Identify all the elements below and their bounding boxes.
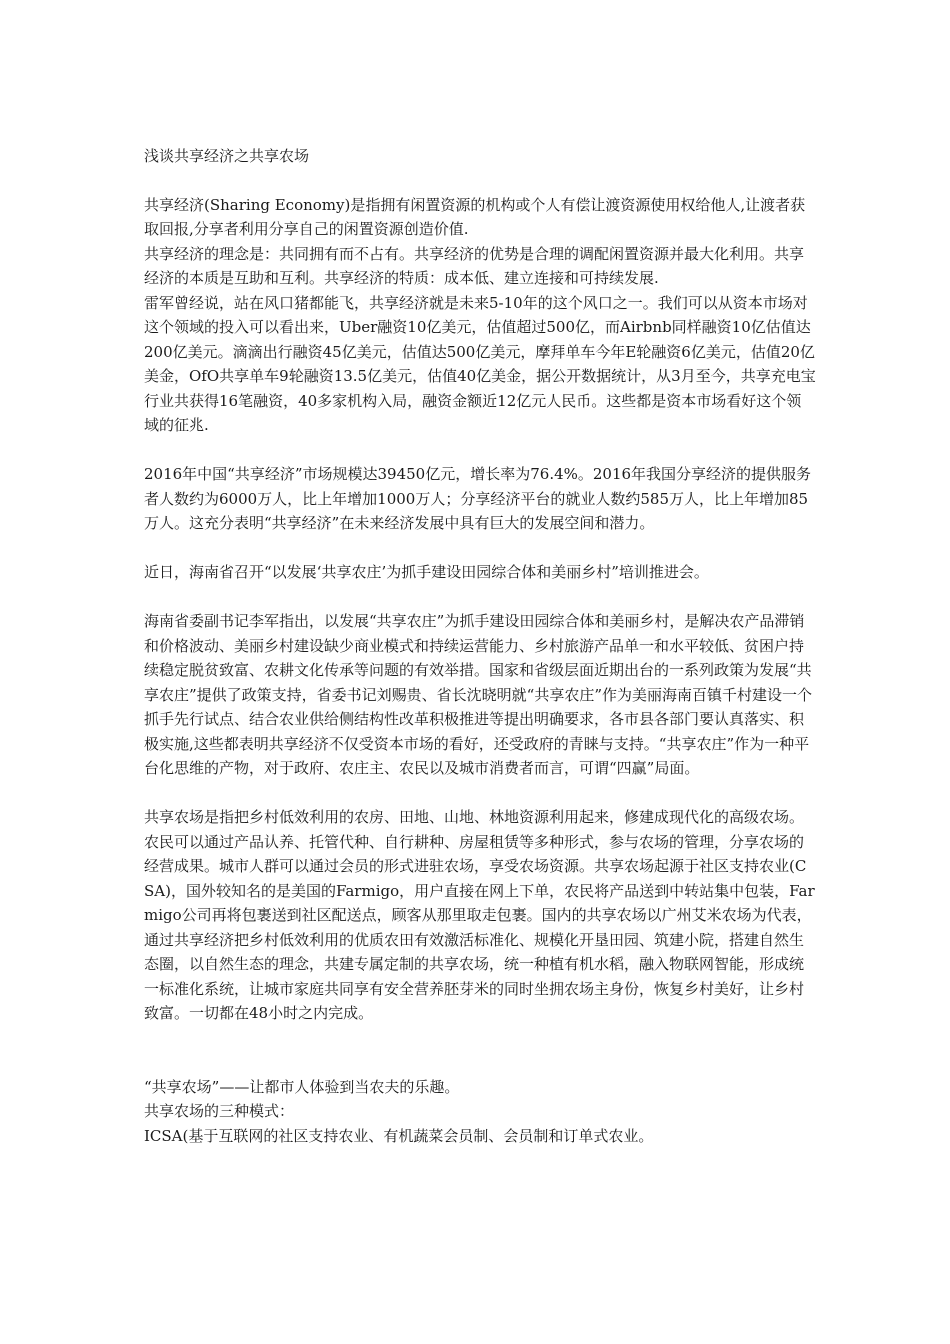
paragraph-shared-farm-definition: 共享农场是指把乡村低效利用的农房、田地、山地、林地资源利用起来，修建成现代化的高级农场。农民可以通过产品认养、托管代种、自行耕种、房屋租赁等多种形式，参与农场的管理，分享农场的经营成果。城市人群可以通过会员的形式进驻农场，享受农场资源。共享农场起源于社区支持农业(CSA)，国外较知名的是美国的Farmigo，用户直接在网上下单，农民将产品送到中转站集中包装，Farmigo公司再将包裹送到社区配送点，顾客从那里取走包裹。国内的共享农场以广州艾米农场为代表，通过共享经济把乡村低效利用的优质农田有效激活标准化、规模化开垦田园、筑建小院，搭建自然生态圈，以自然生态的理念，共建专属定制的共享农场，统一种植有机水稻，融入物联网智能，形成统一标准化系统，让城市家庭共同享有安全营养胚芽米的同时坐拥农场主身份，恢复乡村美好，让乡村致富。一切都在48小时之内完成。: [144, 808, 815, 1022]
paragraph-market-scale-2016: 2016年中国“共享经济”市场规模达39450亿元，增长率为76.4%。2016年我国分享经济的提供服务者人数约为6000万人，比上年增加1000万人；分享经济平台的就业人数约585万人，比上年增加85万人。这充分表明“共享经济”在未来经济发展中具有巨大的发展空间和潜力。: [144, 465, 812, 532]
paragraph-capital-market: 雷军曾经说，站在风口猪都能飞，共享经济就是未来5-10年的这个风口之一。我们可以从资本市场对这个领域的投入可以看出来，Uber融资10亿美元，估值超过500亿，而Airbnb同样融资10亿估值达200亿美元。滴滴出行融资45亿美元，估值达500亿美元，摩拜单车今年E轮融资6亿美元，估值20亿美金，OfO共享单车9轮融资13.5亿美元，估值40亿美金，据公开数据统计，从3月至今，共享充电宝行业共获得16笔融资，40多家机构入局，融资金额近12亿元人民币。这些都是资本市场看好这个领域的征兆.: [144, 293, 816, 434]
document-title: 浅谈共享经济之共享农场: [144, 147, 310, 165]
paragraph-spacer: [144, 1026, 816, 1075]
paragraph-icsa-mode: ICSA(基于互联网的社区支持农业、有机蔬菜会员制、会员制和订单式农业。: [144, 1126, 654, 1145]
paragraph-spacer: [144, 585, 816, 610]
paragraph-spacer: [144, 781, 816, 806]
document-body: [144, 144, 816, 1148]
paragraph-sharing-economy-concept: 共享经济的理念是：共同拥有而不占有。共享经济的优势是合理的调配闲置资源并最大化利用。共享经济的本质是互助和互利。共享经济的特质：成本低、建立连接和可持续发展.: [144, 244, 805, 287]
paragraph-sharing-economy-definition: 共享经济(Sharing Economy)是指拥有闲置资源的机构或个人有偿让渡资源使用权给他人,让渡者获取回报,分享者利用分享自己的闲置资源创造价值.: [144, 195, 806, 238]
paragraph-spacer: [144, 536, 816, 561]
paragraph-spacer: [144, 438, 816, 463]
paragraph-shared-farm-slogan: “共享农场”——让都市人体验到当农夫的乐趣。: [144, 1077, 460, 1096]
paragraph-three-modes-heading: 共享农场的三种模式：: [144, 1102, 295, 1120]
paragraph-hainan-meeting: 近日，海南省召开“以发展‘共享农庄’为抓手建设田园综合体和美丽乡村”培训推进会。: [144, 563, 709, 581]
paragraph-hainan-policy: 海南省委副书记李军指出，以发展“共享农庄”为抓手建设田园综合体和美丽乡村，是解决农产品滞销和价格波动、美丽乡村建设缺少商业模式和持续运营能力、乡村旅游产品单一和水平较低、贫困户持续稳定脱贫致富、农耕文化传承等问题的有效举措。国家和省级层面近期出台的一系列政策为发展“共享农庄”提供了政策支持，省委书记刘赐贵、省长沈晓明就“共享农庄”作为美丽海南百镇千村建设一个抓手先行试点、结合农业供给侧结构性改革积极推进等提出明确要求，各市县各部门要认真落实、积极实施,这些都表明共享经济不仅受资本市场的看好，还受政府的青睐与支持。“共享农庄”作为一种平台化思维的产物，对于政府、农庄主、农民以及城市消费者而言，可谓“四赢”局面。: [144, 612, 813, 777]
